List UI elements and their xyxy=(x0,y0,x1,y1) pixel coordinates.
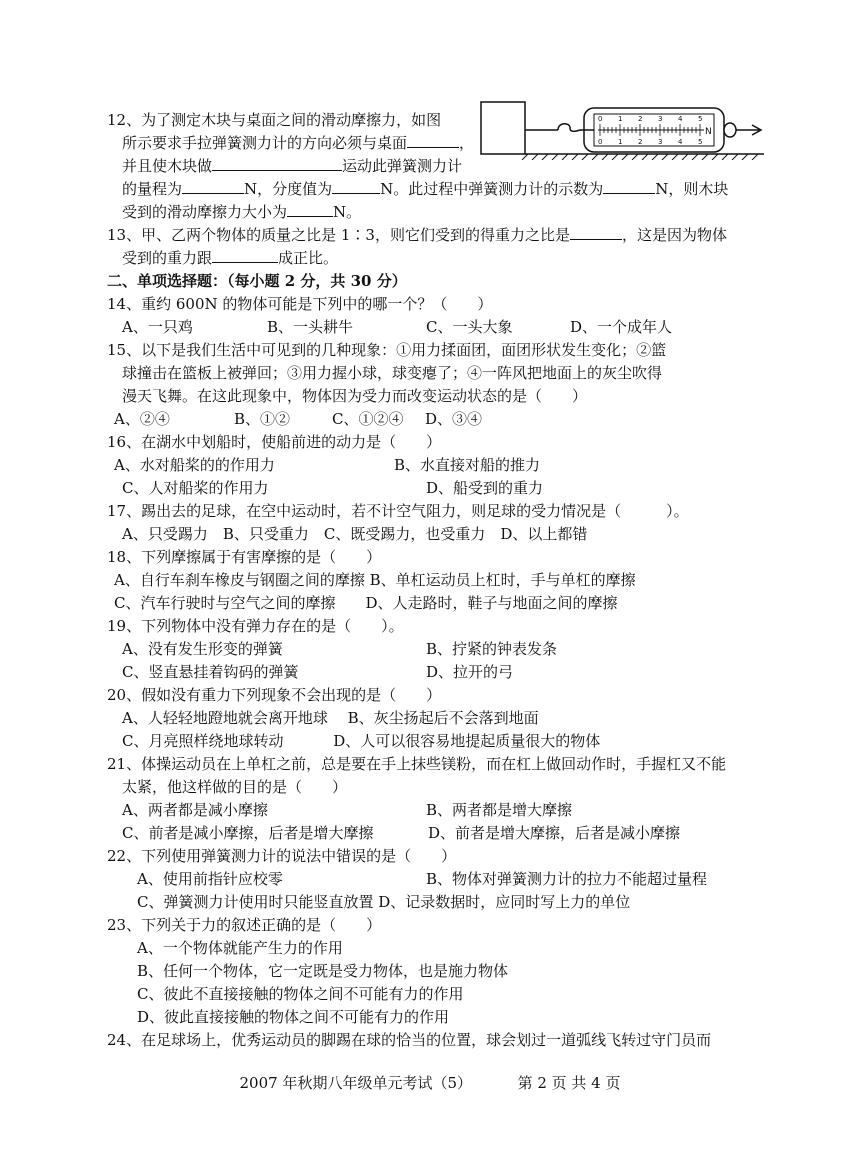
q16-option-d[interactable]: D、船受到的重力 xyxy=(426,479,544,497)
q21-option-a[interactable]: A、两者都是减小摩擦 xyxy=(122,801,268,819)
q13-text: 成正比。 xyxy=(278,249,339,267)
answer-blank[interactable] xyxy=(332,179,380,194)
q21-option-b[interactable]: B、两者都是增大摩擦 xyxy=(426,801,573,819)
q12-line-1: 12、为了测定木块与桌面之间的滑动摩擦力，如图 xyxy=(107,111,442,129)
scale-label: 3 xyxy=(658,138,663,146)
spring-scale-diagram xyxy=(476,98,766,160)
page-number: 第 2 页 共 4 页 xyxy=(517,1074,621,1092)
q13-line-2 xyxy=(122,248,338,268)
q14-option-b[interactable]: B、一头耕牛 xyxy=(267,318,354,336)
q15-option-a[interactable]: A、②④ xyxy=(114,410,170,428)
answer-blank[interactable] xyxy=(603,179,655,194)
q14-option-d[interactable]: D、一个成年人 xyxy=(570,318,673,336)
q15-line-3: 漫天飞舞。在这此现象中，物体因为受力而改变运动状态的是（ ） xyxy=(122,387,588,405)
scale-label: 2 xyxy=(638,138,643,146)
q12-line-3 xyxy=(122,156,462,176)
answer-blank[interactable] xyxy=(182,179,244,194)
q22-option-a[interactable]: A、使用前指针应校零 xyxy=(137,870,283,888)
answer-blank[interactable] xyxy=(570,225,622,240)
scale-label: 2 xyxy=(638,115,643,123)
q14-option-c[interactable]: C、一头大象 xyxy=(426,318,513,336)
answer-blank[interactable] xyxy=(212,248,278,263)
q12-text: N。此过程中弹簧测力计的示数为 xyxy=(380,180,604,198)
q22-option-b[interactable]: B、物体对弹簧测力计的拉力不能超过量程 xyxy=(426,870,708,888)
q18-options-ab[interactable]: A、自行车刹车橡皮与钢圈之间的摩擦 B、单杠运动员上杠时，手与单杠的摩擦 xyxy=(114,571,636,589)
q13-line-1 xyxy=(107,225,727,245)
scale-label: 4 xyxy=(678,115,683,123)
q21-line-1: 21、体操运动员在上单杠之前，总是要在手上抹些镁粉，而在杠上做回动作时，手握杠又不能 xyxy=(107,755,727,773)
scale-unit: N xyxy=(705,127,712,137)
q15-line-1: 15、以下是我们生活中可见到的几种现象：①用力揉面团，面团形状发生变化；②篮 xyxy=(107,341,667,359)
q24-line-1: 24、在足球场上，优秀运动员的脚踢在球的恰当的位置，球会划过一道弧线飞转过守门员而 xyxy=(107,1031,712,1049)
answer-blank[interactable] xyxy=(287,202,333,217)
q22-options-cd[interactable]: C、弹簧测力计使用时只能竖直放置 D、记录数据时，应同时写上力的单位 xyxy=(137,893,631,911)
q23-stem: 23、下列关于力的叙述正确的是（ ） xyxy=(107,916,382,934)
wooden-block xyxy=(481,102,525,154)
answer-blank[interactable] xyxy=(212,156,342,171)
q22-stem: 22、下列使用弹簧测力计的说法中错误的是（ ） xyxy=(107,847,457,865)
q23-option-c[interactable]: C、彼此不直接接触的物体之间不可能有力的作用 xyxy=(137,985,464,1003)
q12-line-4 xyxy=(122,179,728,199)
section-heading: 二、单项选择题：（每小题 2 分，共 30 分） xyxy=(107,272,407,290)
q23-option-a[interactable]: A、一个物体就能产生力的作用 xyxy=(137,939,343,957)
q15-line-2: 球撞击在篮板上被弹回；③用力握小球，球变瘪了；④一阵风把地面上的灰尘吹得 xyxy=(122,364,663,382)
q12-text: 运动此弹簧测力计 xyxy=(342,157,463,175)
q23-option-d[interactable]: D、彼此直接接触的物体之间不可能有力的作用 xyxy=(137,1008,450,1026)
q20-options-ab[interactable]: A、人轻轻地蹬地就会离开地球 B、灰尘扬起后不会落到地面 xyxy=(122,709,539,727)
q21-option-d[interactable]: D、前者是增大摩擦，后者是减小摩擦 xyxy=(428,824,681,842)
scale-hook xyxy=(558,124,580,132)
answer-blank[interactable] xyxy=(407,133,459,148)
scale-label: 5 xyxy=(698,138,703,146)
q13-text: 13、甲、乙两个物体的质量之比是 1∶3，则它们受到的得重力之比是 xyxy=(107,226,570,244)
q18-stem: 18、下列摩擦属于有害摩擦的是（ ） xyxy=(107,548,382,566)
table-hatching xyxy=(522,154,758,160)
q23-option-b[interactable]: B、任何一个物体，它一定既是受力物体，也是施力物体 xyxy=(137,962,509,980)
scale-label: 3 xyxy=(658,115,663,123)
q19-stem: 19、下列物体中没有弹力存在的是（ ）。 xyxy=(107,617,404,635)
q20-stem: 20、假如没有重力下列现象不会出现的是（ ） xyxy=(107,686,442,704)
q16-option-b[interactable]: B、水直接对船的推力 xyxy=(394,456,541,474)
scale-label: 1 xyxy=(618,115,623,123)
q12-text: 的量程为 xyxy=(122,180,183,198)
q12-text: ， xyxy=(459,134,475,152)
q19-option-b[interactable]: B、拧紧的钟表发条 xyxy=(426,640,558,658)
q19-option-a[interactable]: A、没有发生形变的弹簧 xyxy=(122,640,283,658)
q12-line-2 xyxy=(122,133,474,153)
scale-ring xyxy=(724,123,736,137)
scale-label: 0 xyxy=(598,138,603,146)
q12-text: 并且使木块做 xyxy=(122,157,213,175)
q16-stem: 16、在湖水中划船时，使船前进的动力是（ ） xyxy=(107,433,442,451)
q12-text: N。 xyxy=(333,203,362,221)
q21-line-2: 太紧，他这样做的目的是（ ） xyxy=(122,778,348,796)
q15-option-b[interactable]: B、①② xyxy=(234,410,291,428)
scale-label: 5 xyxy=(698,115,703,123)
q18-options-cd[interactable]: C、汽车行驶时与空气之间的摩擦 D、人走路时，鞋子与地面之间的摩擦 xyxy=(114,594,618,612)
q17-stem: 17、踢出去的足球，在空中运动时，若不计空气阻力，则足球的受力情况是（ ）。 xyxy=(107,502,689,520)
page-footer xyxy=(0,1072,860,1093)
exam-title: 2007 年秋期八年级单元考试（5） xyxy=(239,1074,472,1092)
q13-text: 受到的重力跟 xyxy=(122,249,213,267)
q21-option-c[interactable]: C、前者是减小摩擦，后者是增大摩擦 xyxy=(122,824,374,842)
q16-option-c[interactable]: C、人对船桨的作用力 xyxy=(122,479,269,497)
q15-option-c[interactable]: C、①②④ xyxy=(332,410,404,428)
q12-text: N，分度值为 xyxy=(244,180,333,198)
q13-text: ，这是因为物体 xyxy=(621,226,727,244)
q19-option-d[interactable]: D、拉开的弓 xyxy=(426,663,514,681)
scale-label: 4 xyxy=(678,138,683,146)
q14-option-a[interactable]: A、一只鸡 xyxy=(122,318,193,336)
q16-option-a[interactable]: A、水对船桨的的作用力 xyxy=(114,456,275,474)
q14-stem: 14、重约 600N 的物体可能是下列中的哪一个？（ ） xyxy=(107,295,493,313)
q20-options-cd[interactable]: C、月亮照样绕地球转动 D、人可以很容易地提起质量很大的物体 xyxy=(122,732,601,750)
q17-options[interactable]: A、只受踢力 B、只受重力 C、既受踢力，也受重力 D、以上都错 xyxy=(122,525,588,543)
q15-option-d[interactable]: D、③④ xyxy=(425,410,483,428)
q12-text: N，则木块 xyxy=(655,180,729,198)
scale-label: 0 xyxy=(598,115,603,123)
scale-label: 1 xyxy=(618,138,623,146)
q19-option-c[interactable]: C、竖直悬挂着钩码的弹簧 xyxy=(122,663,299,681)
q12-text: 受到的滑动摩擦力大小为 xyxy=(122,203,288,221)
q12-text: 所示要求手拉弹簧测力计的方向必须与桌面 xyxy=(122,134,408,152)
q12-line-5 xyxy=(122,202,361,222)
